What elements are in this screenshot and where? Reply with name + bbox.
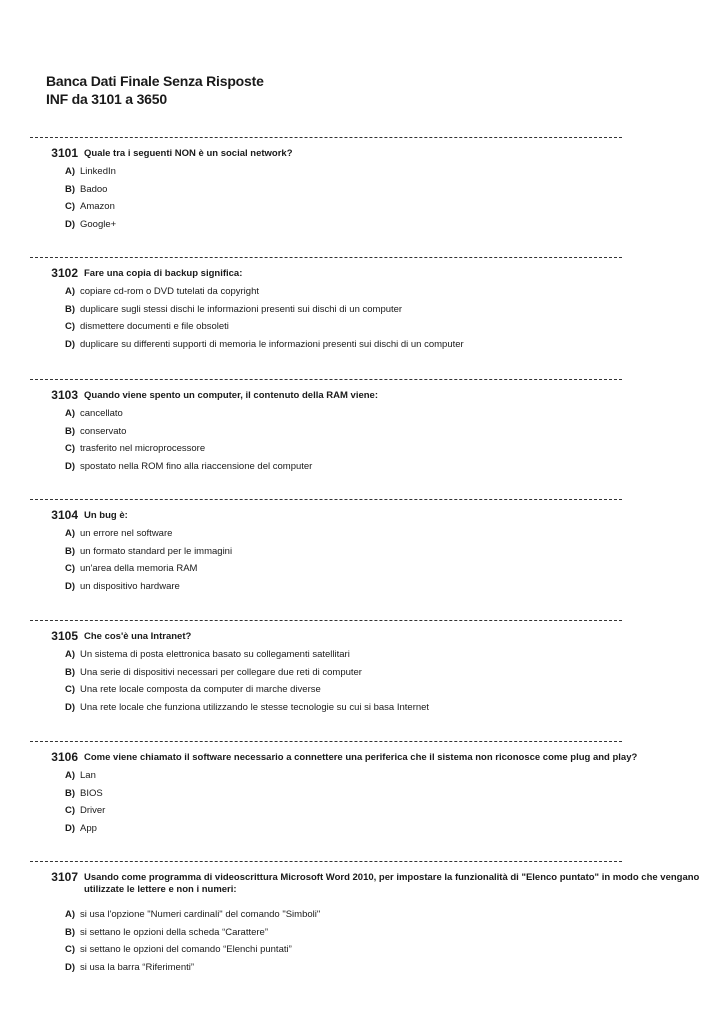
- option-label: A): [64, 408, 75, 420]
- option-label: C): [64, 563, 75, 575]
- option-text: BIOS: [80, 787, 103, 799]
- option-label: A): [64, 286, 75, 298]
- option-label: B): [64, 666, 75, 678]
- option-label: A): [64, 528, 75, 540]
- option-text: conservato: [80, 425, 127, 437]
- option-text: copiare cd-rom o DVD tutelati da copyright: [80, 286, 259, 298]
- option-label: D): [64, 580, 75, 592]
- option-text: Driver: [80, 805, 106, 817]
- dashed-separator: [30, 741, 622, 742]
- question-text: Che cos'è una Intranet?: [84, 631, 192, 642]
- option-text: Amazon: [80, 201, 115, 213]
- option-text: Una rete locale che funziona utilizzando le stesse tecnologie su cui si basa Internet: [80, 701, 430, 713]
- question-block: [30, 257, 720, 353]
- option-text: spostato nella ROM fino alla riaccensione del computer: [80, 460, 313, 472]
- dashed-separator: [30, 257, 622, 258]
- answer-option: [62, 646, 720, 664]
- answer-option: [62, 163, 720, 181]
- document-header: [46, 72, 264, 108]
- option-text: si usa la barra “Riferimenti”: [80, 961, 195, 973]
- answer-option: [62, 336, 720, 354]
- option-text: trasferito nel microprocessore: [80, 443, 206, 455]
- answer-option: [62, 578, 720, 596]
- option-text: un formato standard per le immagini: [80, 545, 233, 557]
- option-label: C): [64, 805, 75, 817]
- option-text: si usa l'opzione "Numeri cardinali" del comando "Simboli": [80, 909, 321, 921]
- option-text: dismettere documenti e file obsoleti: [80, 321, 229, 333]
- option-label: C): [64, 944, 75, 956]
- dashed-separator: [30, 379, 622, 380]
- question-text: Quale tra i seguenti NON è un social network?: [84, 148, 293, 159]
- answer-option: [62, 423, 720, 441]
- question-number: 3105: [51, 629, 78, 643]
- document-title: Banca Dati Finale Senza Risposte: [46, 73, 264, 89]
- question-number: 3106: [51, 750, 78, 764]
- answer-option: [62, 664, 720, 682]
- answer-option: [62, 405, 720, 423]
- question-text: Un bug è:: [84, 510, 128, 521]
- option-label: A): [64, 166, 75, 178]
- answer-option: [62, 802, 720, 820]
- option-label: B): [64, 425, 75, 437]
- option-label: C): [64, 321, 75, 333]
- option-text: un'area della memoria RAM: [80, 563, 198, 575]
- answer-option: [62, 767, 720, 785]
- option-label: B): [64, 926, 75, 938]
- dashed-separator: [30, 861, 622, 862]
- option-label: B): [64, 183, 75, 195]
- question-block: [30, 741, 720, 837]
- answer-option: [62, 283, 720, 301]
- question-number: 3102: [51, 266, 78, 280]
- answer-option: [62, 525, 720, 543]
- option-text: App: [80, 822, 97, 834]
- option-label: C): [64, 443, 75, 455]
- option-text: duplicare sugli stessi dischi le informazioni presenti sui dischi di un computer: [80, 303, 403, 315]
- option-text: Un sistema di posta elettronica basato su collegamenti satellitari: [80, 649, 350, 661]
- dashed-separator: [30, 620, 622, 621]
- question-block: [30, 861, 720, 976]
- answer-option: [62, 458, 720, 476]
- option-text: si settano le opzioni del comando “Elenchi puntati”: [80, 944, 292, 956]
- answer-option: [62, 181, 720, 199]
- option-label: D): [64, 961, 75, 973]
- answer-option: [62, 318, 720, 336]
- option-label: D): [64, 460, 75, 472]
- question-number: 3107: [51, 870, 78, 884]
- option-text: Lan: [80, 770, 96, 782]
- answer-option: [62, 216, 720, 234]
- option-label: A): [64, 649, 75, 661]
- option-text: Una rete locale composta da computer di marche diverse: [80, 684, 321, 696]
- option-label: D): [64, 218, 75, 230]
- answer-option: [62, 959, 720, 977]
- answer-option: [62, 924, 720, 942]
- option-label: B): [64, 303, 75, 315]
- option-label: D): [64, 338, 75, 350]
- question-block: [30, 620, 720, 716]
- question-text: Usando come programma di videoscrittura Microsoft Word 2010, per impostare la funzionalità di "Elenco puntato" in modo che vengano utilizzate le lettere e non i numeri:: [84, 872, 700, 895]
- option-text: Google+: [80, 218, 117, 230]
- option-text: un errore nel software: [80, 528, 173, 540]
- answer-option: [62, 543, 720, 561]
- option-label: D): [64, 701, 75, 713]
- answer-option: [62, 941, 720, 959]
- option-text: si settano le opzioni della scheda “Carattere”: [80, 926, 268, 938]
- option-label: C): [64, 684, 75, 696]
- option-label: A): [64, 909, 75, 921]
- answer-option: [62, 906, 720, 924]
- option-label: B): [64, 545, 75, 557]
- question-block: [30, 379, 720, 475]
- question-number: 3103: [51, 388, 78, 402]
- question-text: Come viene chiamato il software necessario a connettere una periferica che il sistema non riconosce come plug and play?: [84, 752, 638, 763]
- answer-option: [62, 301, 720, 319]
- question-block: [30, 499, 720, 595]
- option-label: A): [64, 770, 75, 782]
- document-subtitle: INF da 3101 a 3650: [46, 91, 167, 107]
- answer-option: [62, 681, 720, 699]
- dashed-separator: [30, 499, 622, 500]
- question-text: Quando viene spento un computer, il contenuto della RAM viene:: [84, 390, 379, 401]
- option-label: C): [64, 201, 75, 213]
- question-number: 3104: [51, 508, 78, 522]
- option-text: Una serie di dispositivi necessari per collegare due reti di computer: [80, 666, 362, 678]
- answer-option: [62, 198, 720, 216]
- option-text: LinkedIn: [80, 166, 116, 178]
- answer-option: [62, 440, 720, 458]
- dashed-separator: [30, 137, 622, 138]
- question-block: [30, 137, 720, 233]
- answer-option: [62, 699, 720, 717]
- question-number: 3101: [51, 146, 78, 160]
- option-label: D): [64, 822, 75, 834]
- answer-option: [62, 560, 720, 578]
- option-text: duplicare su differenti supporti di memoria le informazioni presenti sui dischi di un computer: [80, 338, 464, 350]
- option-text: un dispositivo hardware: [80, 580, 180, 592]
- answer-option: [62, 820, 720, 838]
- option-text: Badoo: [80, 183, 108, 195]
- option-label: B): [64, 787, 75, 799]
- answer-option: [62, 785, 720, 803]
- option-text: cancellato: [80, 408, 123, 420]
- question-text: Fare una copia di backup significa:: [84, 268, 243, 279]
